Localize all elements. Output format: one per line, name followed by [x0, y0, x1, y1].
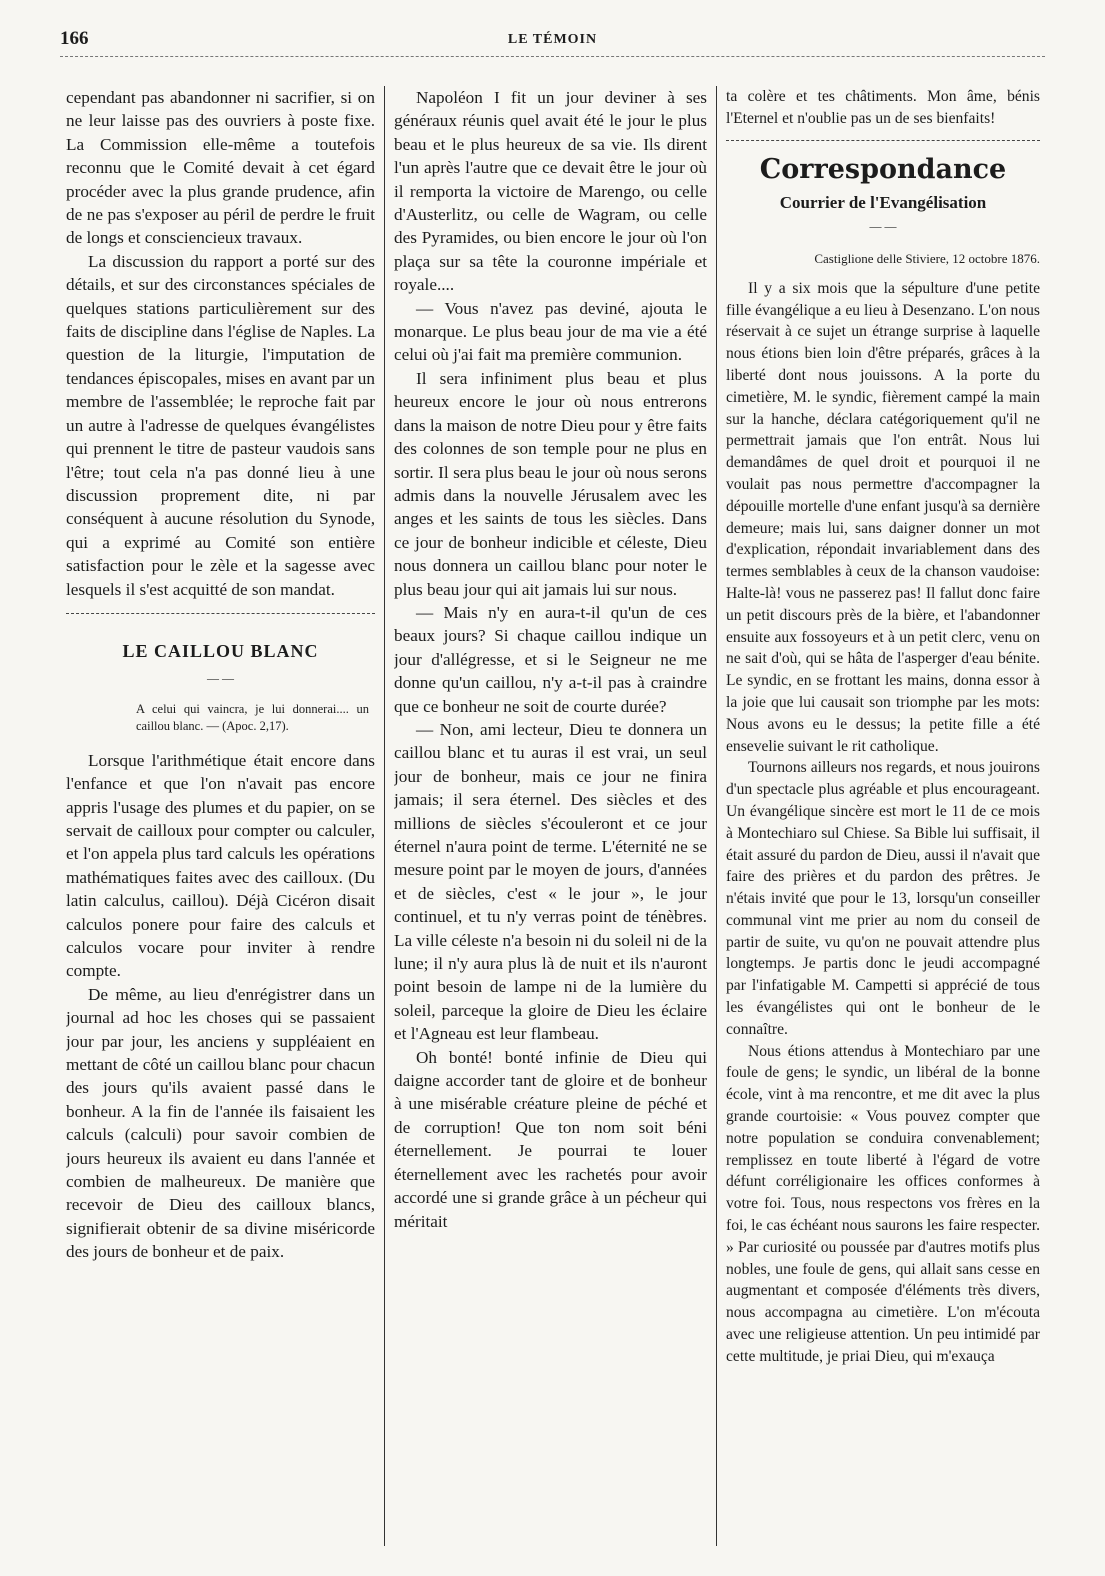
- section-title: Correspondance: [759, 153, 1007, 185]
- paragraph: De même, au lieu d'enrégistrer dans un journal ad hoc les choses qui se passaient jour par jour, les anciens y suppléaient en mettant de côté un caillou blanc pour chacun des jours qu'ils avaient passé dans le bonheur. A la fin de l'année ils faisaient les calculs (calculi) pour savoir combien de jours heureux ils avaient eu dans l'année et combien de malheureux. De manière que recevoir de Dieu des cailloux blancs, signifierait obtenir de sa divine miséricorde des jours de bonheur et de paix.: [66, 984, 375, 1262]
- paragraph: cependant pas abandonner ni sacrifier, si on ne leur laisse pas des ouvriers à poste fixe. La Commission elle-même a toutefois reconnu que le Comité devait à cet égard procéder avec la plus grande prudence, afin de ne pas s'exposer au péril de perdre le fruit de longs et consciencieux travaux.: [66, 88, 375, 248]
- paragraph: — Vous n'avez pas deviné, ajouta le monarque. Le plus beau jour de ma vie a été celui où j'ai fait ma première communion.: [394, 298, 707, 365]
- paragraph: La discussion du rapport a porté sur des détails, et sur des circonstances spéciales de quelques stations particulièrement sur des faits de discipline dans l'église de Naples. La question de la liturgie, l'imputation de tendances épiscopales, mises en avant par un membre de l'assemblée; le reproche fait par un autre à l'adresse de quelques évangélistes qui prennent le titre de pasteur vaudois sans l'être; tout cela n'a pas donné lieu à une discussion proprement dite, ni par conséquent à aucune résolution du Synode, qui a exprimé au Comité son entière satisfaction pour le zèle et la sagesse avec lesquels il s'est acquitté de son mandat.: [66, 251, 375, 599]
- paragraph: ta colère et tes châtiments. Mon âme, bénis l'Eternel et n'oublie pas un de ses bienfaits!: [726, 88, 1040, 127]
- column-middle: [394, 86, 707, 1546]
- paragraph: Napoléon I fit un jour deviner à ses généraux réunis quel avait été le jour le plus beau et le plus heureux de sa vie. Ils dirent l'un après l'autre que ce devait être le jour où il remporta la victoire de Marengo, ou celle d'Austerlitz, ou celle de Wagram, ou celle des Pyramides, ou bien encore le jour où l'on plaça sur sa tête la couronne impériale et royale....: [394, 88, 707, 295]
- paragraph: — Mais n'y en aura-t-il qu'un de ces beaux jours? Si chaque caillou indique un jour d'allégresse, et si le Seigneur ne me donne qu'un caillou, n'y a-t-il pas à craindre que ce bonheur ne soit de courte durée?: [394, 602, 707, 716]
- paragraph: — Non, ami lecteur, Dieu te donnera un caillou blanc et tu auras il est vrai, un seul jour de bonheur, mais ce jour ne finira jamais; il sera éternel. Des siècles et des millions de siècles s'écouleront et ce jour éternel n'aura point de terme. L'éternité ne se mesure point par le moyen de jours, d'années et de siècles, c'est « le jour », le jour continuel, et tu n'y verras point de ténèbres. La ville céleste n'a besoin ni du soleil ni de la lune; il n'y aura plus là de nuit et ils n'auront point besoin de lampe ni de la lumière du soleil, parceque la gloire de Dieu les éclaire et l'Agneau est leur flambeau.: [394, 719, 707, 1044]
- title-dash: — —: [869, 219, 897, 234]
- paragraph: Il sera infiniment plus beau et plus heureux encore le jour où nous entrerons dans la maison de notre Dieu pour y être faits des colonnes de son temple pour ne plus en sortir. Il sera plus beau le jour où nous serons admis dans la nouvelle Jérusalem avec les anges et les saints de tous les siècles. Dans ce jour de bonheur indicible et céleste, Dieu nous donnera un caillou blanc pour noter le plus beau jour qui ait jamais lui sur nous.: [394, 368, 707, 599]
- column-right: [726, 86, 1040, 1546]
- column-divider: [716, 86, 717, 1546]
- column-divider: [384, 86, 385, 1546]
- title-dash: — —: [207, 671, 234, 686]
- paragraph: Il y a six mois que la sépulture d'une petite fille évangélique a eu lieu à Desenzano. L'on nous réservait à ce sujet un étrange surprise à laquelle nous étions bien loin d'être préparés, grâces à la liberté dont nous jouissons. A la porte du cimetière, M. le syndic, fièrement campé la main sur la hanche, déclara catégoriquement qu'il ne permettrait jamais que l'on entrât. Nous lui demandâmes de quel droit et pourquoi il ne voulait pas nous permettre d'accompagner la dépouille mortelle d'une enfant jusqu'à sa dernière demeure; mais lui, sans daigner donner un mot d'explication, répondait invariablement dans des termes semblables à ceux de la chanson vaudoise: Halte-là! vous ne passerez pas! Il fallut donc faire un petit discours près de la bière, et l'abandonner ensuite aux fossoyeurs et à un petit clerc, venu on ne sait d'où, qui se hâta de l'asperger d'eau bénite. Le syndic, en se frottant les mains, donna essor à la joie que lui causait son triomphe par les mots: Nous avons eu le dessus; la petite fille a été ensevelie suivant le rit catholique.: [726, 279, 1040, 755]
- journal-title: LE TÉMOIN: [507, 32, 598, 47]
- section-divider: [66, 613, 375, 614]
- dateline: Castiglione delle Stiviere, 12 octobre 1876.: [814, 250, 1040, 266]
- section-divider: [726, 140, 1040, 141]
- paragraph: Nous étions attendus à Montechiaro par une foule de gens; le syndic, un libéral de la bonne école, vint à ma rencontre, et me dit avec la plus grande courtoisie: « Vous pouvez compter que notre population se conduira convenablement; remplissez en toute liberté à l'égard de votre défunt corréligionaire les offices conformes à votre foi. Tous, nous respectons vos frères en la foi, le cas échéant nous saurons les faire respecter. » Par curiosité ou poussée par d'autres motifs plus nobles, une foule de gens, qui allait sans cesse en augmentant et composée d'éléments très divers, nous accompagna au cimetière. L'on m'écouta avec une religieuse attention. Un peu intimidé par cette multitude, je priai Dieu, qui m'exauça: [726, 1042, 1040, 1365]
- article-title: LE CAILLOU BLANC: [122, 640, 319, 661]
- paragraph: Tournons ailleurs nos regards, et nous jouirons d'un spectacle plus agréable et plus encourageant. Un évangélique sincère est mort le 11 de ce mois à Montechiaro sul Chiese. Sa Bible lui suffisait, il était assuré du pardon de Dieu, aussi il n'avait que faire des prières et du pardon des prêtres. Je n'étais invité que pour le 13, lorsqu'un conseiller communal vint me prier au nom du conseil de partir de suite, vu qu'on ne pouvait attendre plus longtemps. Je partis donc le jeudi accompagné par l'infatigable M. Campetti si apprécié de tous les évangélistes qui ont le bonheur de le connaître.: [726, 759, 1040, 1038]
- subsection-title: Courrier de l'Evangélisation: [779, 193, 987, 213]
- paragraph: Oh bonté! bonté infinie de Dieu qui daigne accorder tant de gloire et de bonheur à une misérable créature pleine de péché et de corruption! Que ton nom soit béni éternellement. Je pourrai te louer éternellement avec les rachetés pour avoir accordé une si grande grâce à un pécheur qui méritait: [394, 1047, 707, 1231]
- page-number: 166: [60, 28, 89, 49]
- page-header: [60, 26, 1045, 57]
- epigraph: A celui qui vaincra, je lui donnerai.... un caillou blanc. — (Apoc. 2,17).: [136, 701, 369, 733]
- paragraph: Lorsque l'arithmétique était encore dans l'enfance et que l'on n'avait pas encore appris l'usage des plumes et du papier, on se servait de cailloux pour compter ou calculer, et l'on appela plus tard calculs les opérations mathématiques faites avec des cailloux. (Du latin calculus, caillou). Déjà Cicéron disait calculos ponere pour faire des calculs et calculos vocare pour inviter à rendre compte.: [66, 750, 375, 981]
- column-left: [66, 86, 375, 1546]
